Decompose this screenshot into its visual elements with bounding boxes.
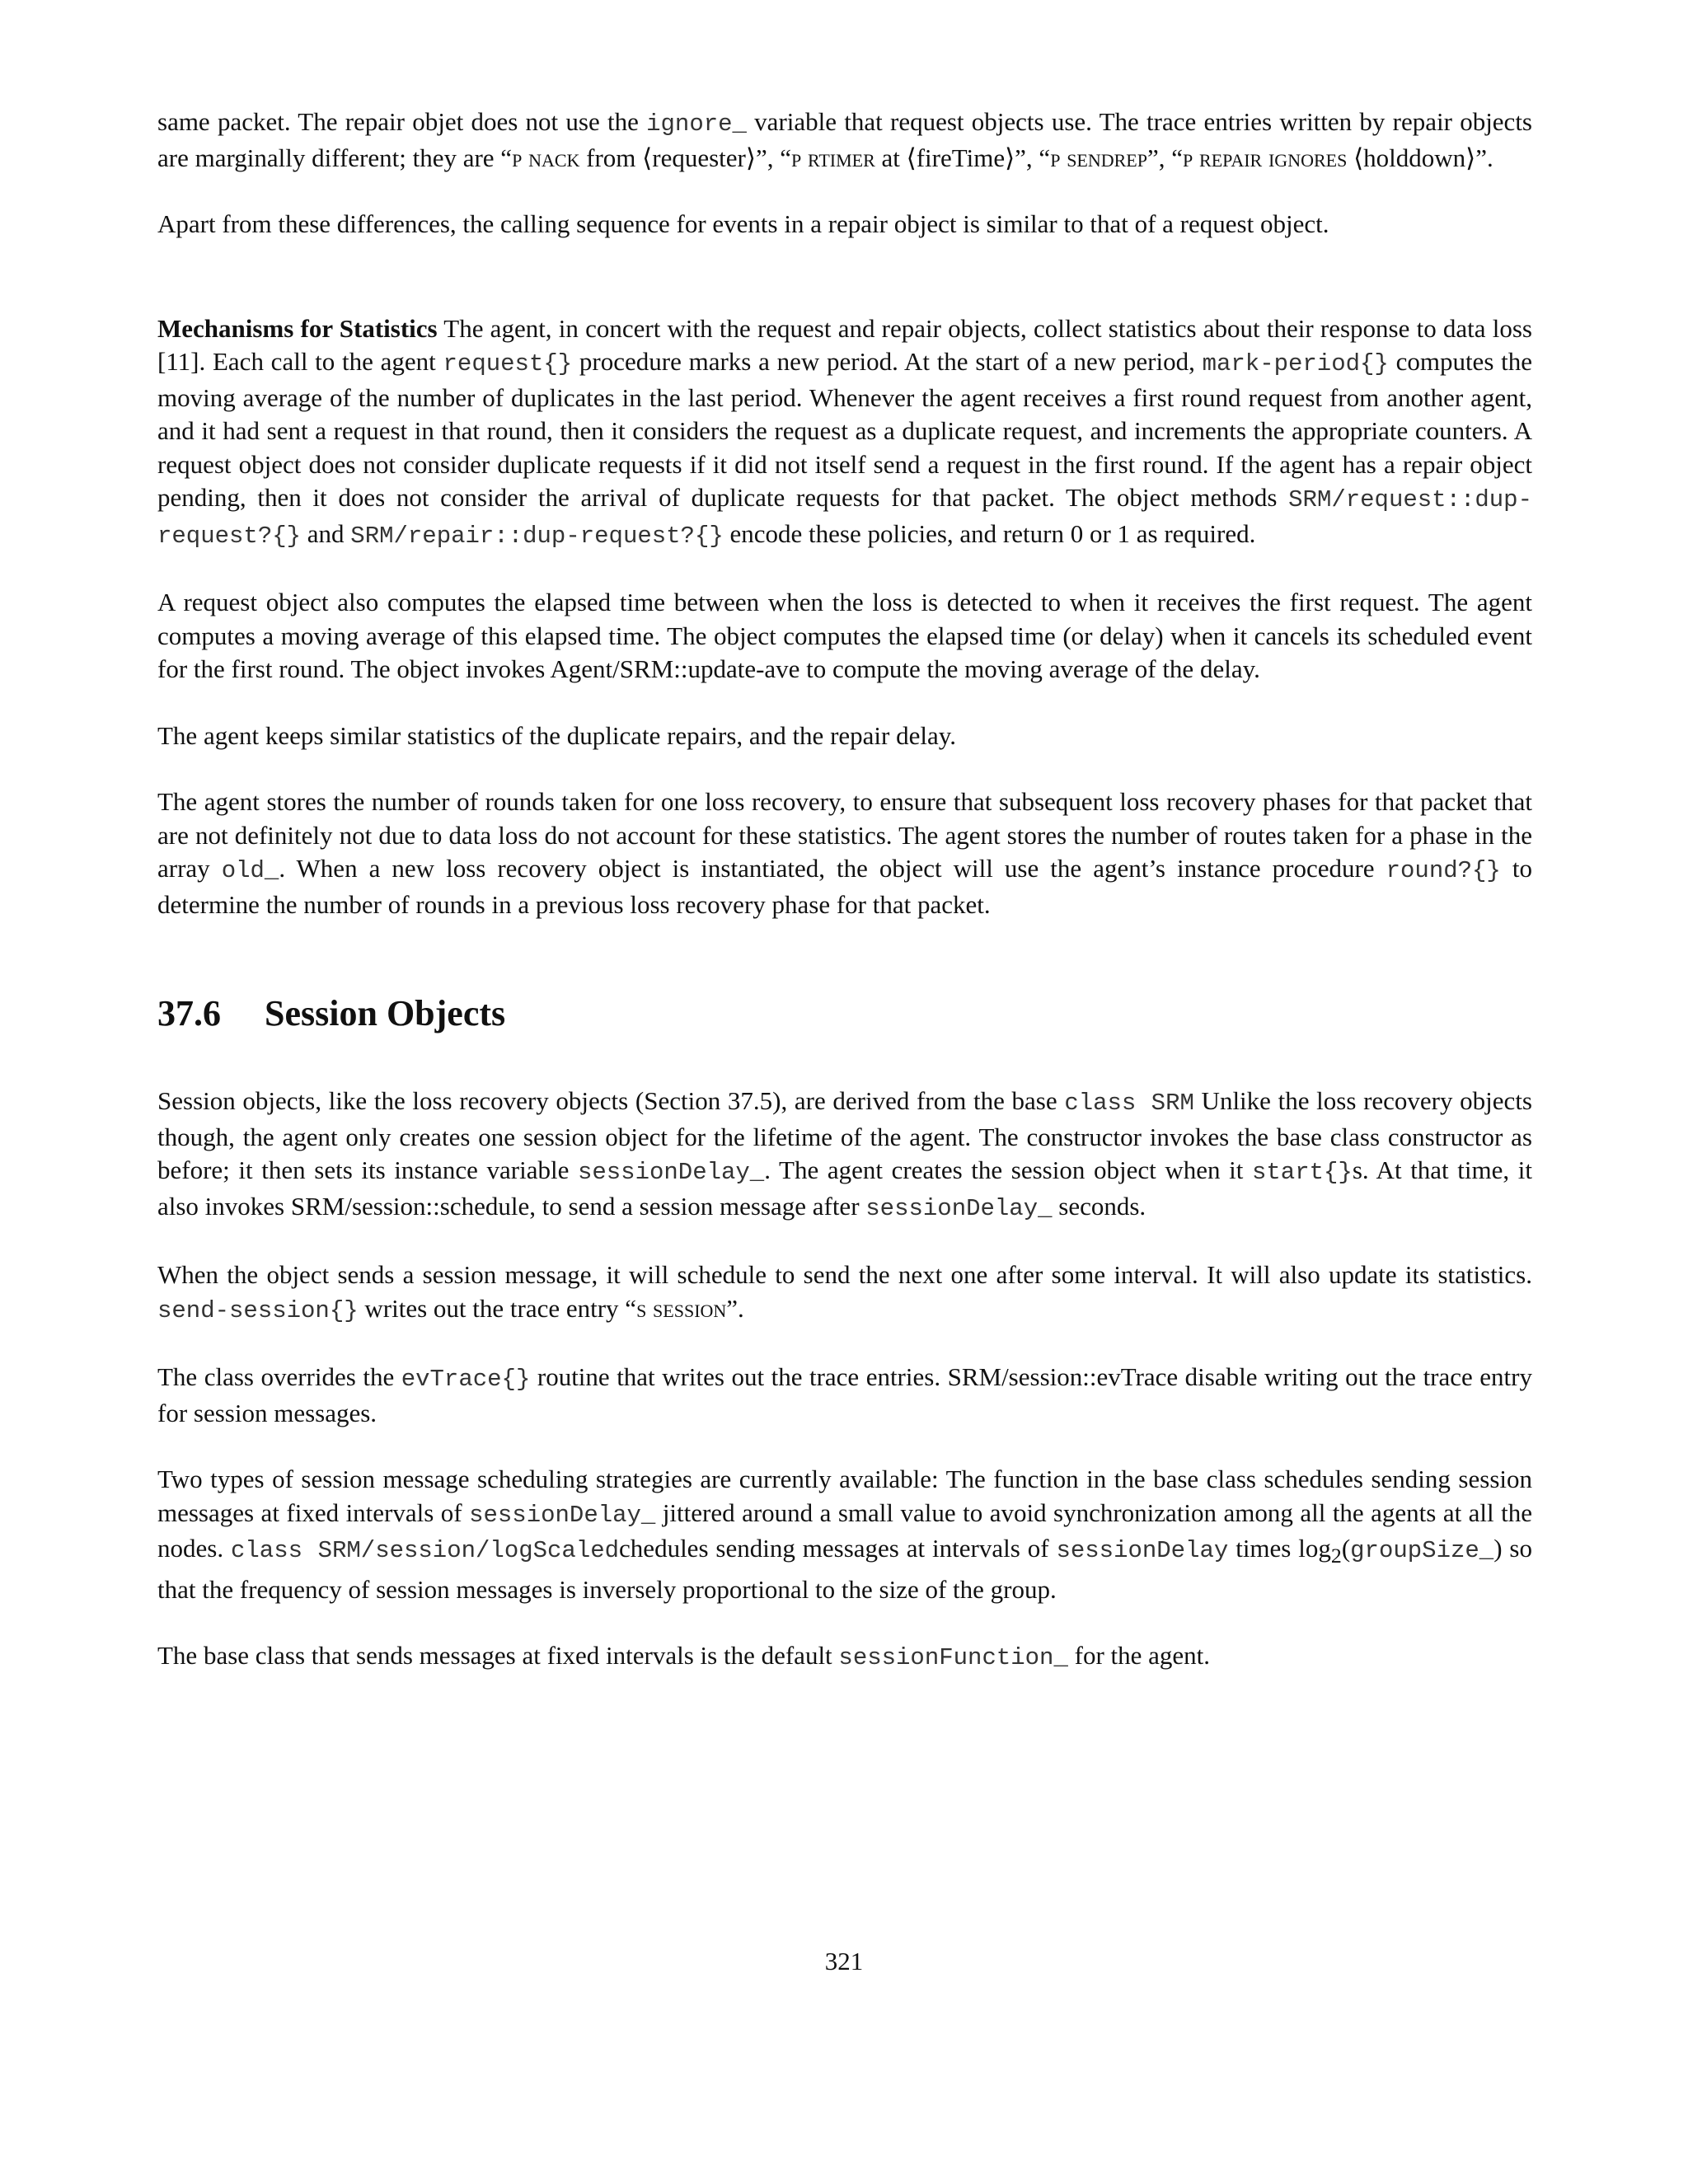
paragraph-statistics: Mechanisms for Statistics The agent, in concert with the request and repair objects, collect statistics about their response to data loss [11]. Each call to the agent request{} procedure marks a new period. At the start of a new period, mark-period{} computes the moving average of the number of duplicates in the last period. Whenever the agent receives a first round request from another agent, and it had sent a request in that round, then it considers the request as a duplicate request, and increments the appropriate counters. A request object does not consider duplicate requests if it did not itself send a request in the first round. If the agent has a repair object pending, then it does not consider the arrival of duplicate requests for that packet. The object methods SRM/request::dup-request?{} and SRM/repair::dup-request?{} encode these policies, and return 0 or 1 as required. — [157, 313, 1533, 550]
trace-entry: s session — [636, 1293, 727, 1323]
paragraph-duplicate-repairs: The agent keeps similar statistics of the duplicate repairs, and the repair delay. — [157, 720, 956, 750]
code-ignore: ignore_ — [646, 110, 747, 138]
document-page — [157, 105, 1532, 1675]
paragraph-scheduling: Two types of session message scheduling strategies are currently available: The function in the base class schedules sending session messages at fixed intervals of sessionDelay_ jittered around a small value to avoid synchronization among all the agents at all the nodes. class SRM/session/logScaledchedules sending messages at intervals of sessionDelay times $\log_2(groupSize\_)$ so that the frequency of session messages is inversely proportional to the size of the group. — [157, 1465, 1533, 1604]
code-request: request{} — [443, 350, 573, 377]
code-evtrace: evTrace{} — [401, 1366, 531, 1393]
paragraph-heading: Mechanisms for Statistics — [157, 313, 438, 343]
paragraph-evtrace: The class overrides the evTrace{} routine that writes out the trace entries. SRM/session::evTrace disable writing out the trace entry for session messages. — [157, 1362, 1532, 1427]
paragraph-rounds: The agent stores the number of rounds taken for one loss recovery, to ensure that subsequent loss recovery phases for that packet that are not definitely not due to data loss do not account for these statistics. The agent stores the number of routes taken for a phase in the array old_. When a new loss recovery object is instantiated, the object will use the agent’s instance procedure round?{} to determine the number of rounds in a previous loss recovery phase for that packet. — [157, 787, 1532, 919]
code-mark-period: mark-period{} — [1202, 350, 1389, 377]
code-session-delay: sessionDelay — [1056, 1537, 1229, 1564]
code-start: start{} — [1252, 1159, 1353, 1186]
trace-entry: p rtimer — [790, 143, 875, 172]
code-repair-dup: SRM/repair::dup-request?{} — [350, 522, 724, 550]
paragraph-elapsed-time: A request object also computes the elapsed time between when the loss is detected to when it receives the first request. The agent computes a moving average of this elapsed time. The object computes the elapsed time (or delay) when it cancels its scheduled event for the first round. The object invokes Agent/SRM::update-ave to compute the moving average of the delay. — [157, 588, 1532, 683]
paragraph-default-function: The base class that sends messages at fixed intervals is the default sessionFunction_ for the agent. — [157, 1641, 1211, 1672]
section-heading — [157, 991, 1532, 1037]
trace-entry: p repair ignores — [1183, 143, 1348, 172]
code-class-srm: class SRM — [1064, 1090, 1194, 1117]
paragraph-repair-trace: same packet. The repair objet does not use the ignore_ variable that request objects use. The trace entries written by repair objects are marginally different; they are “p nack from ⟨requester⟩”, “p rtimer at ⟨fireTime⟩”, “p sendrep”, “p repair ignores ⟨holddown⟩”. — [157, 107, 1532, 172]
code-send-session: send-session{} — [157, 1296, 359, 1324]
code-round: round?{} — [1386, 857, 1501, 884]
section-number: 37.6 — [157, 993, 221, 1033]
code-session-delay: sessionDelay_ — [865, 1194, 1053, 1222]
trace-entry: p sendrep — [1050, 143, 1147, 172]
subscript: 2 — [1330, 1544, 1342, 1568]
paragraph-calling-sequence: Apart from these differences, the calling sequence for events in a repair object is similar to that of a request object. — [157, 209, 1329, 238]
paragraph-session-message: When the object sends a session message, it will schedule to send the next one after some interval. It will also update its statistics. send-session{} writes out the trace entry “s session”. — [157, 1260, 1532, 1324]
code-session-delay: sessionDelay_ — [469, 1501, 656, 1529]
section-heading-wrap — [157, 991, 1532, 1037]
page-number: 321 — [824, 1947, 864, 1975]
code-request-dup: SRM/request::dup-request?{} — [157, 486, 1532, 550]
section-title: Session Objects — [265, 993, 506, 1033]
code-group-size: groupSize_ — [1350, 1537, 1494, 1564]
code-old: old_ — [221, 857, 279, 884]
code-session-delay: sessionDelay_ — [577, 1159, 765, 1186]
code-logscaled: class SRM/session/logScaled — [231, 1537, 620, 1564]
code-session-function: sessionFunction_ — [838, 1644, 1068, 1672]
paragraph-session-objects: Session objects, like the loss recovery objects (Section 37.5), are derived from the base class SRM Unlike the loss recovery objects though, the agent only creates one session object for the lifetime of the agent. The constructor invokes the base class constructor as before; it then sets its instance variable sessionDelay_. The agent creates the session object when it start{}s. At that time, it also invokes SRM/session::schedule, to send a session message after sessionDelay_ seconds. — [157, 1086, 1533, 1222]
trace-entry: p nack — [512, 143, 580, 172]
